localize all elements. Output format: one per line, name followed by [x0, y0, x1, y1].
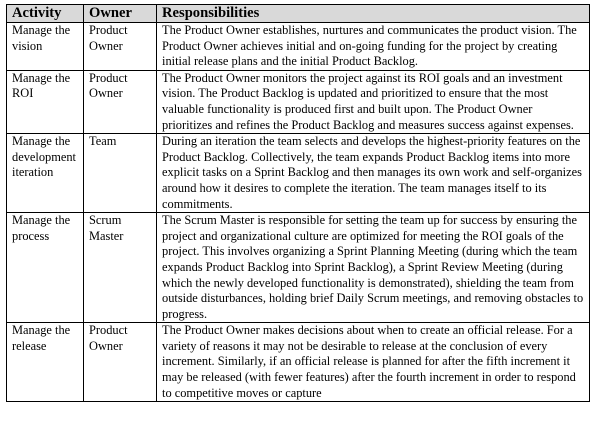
- table-row: [7, 323, 590, 402]
- owner-cell: Team: [84, 134, 157, 213]
- activity-cell: Manage the development iteration: [7, 134, 84, 213]
- responsibilities-cell: The Scrum Master is responsible for setting the team up for success by ensuring the project and organizational culture are optimized for meeting the ROI goals of the project. This involves organizing a Sprint Planning Meeting (during which the team expands Product Backlog into Sprint Backlog), a Sprint Review Meeting (during which the newly developed functionality is demonstrated), shielding the team from outside disturbances, holding brief Daily Scrum meetings, and removing obstacles to progress.: [157, 213, 590, 323]
- activity-cell: Manage the ROI: [7, 70, 84, 133]
- header-responsibilities: Responsibilities: [157, 5, 590, 23]
- header-owner: Owner: [84, 5, 157, 23]
- activity-cell: Manage the process: [7, 213, 84, 323]
- table-header: [7, 5, 590, 23]
- header-activity: Activity: [7, 5, 84, 23]
- table-row: [7, 213, 590, 323]
- responsibilities-cell: During an iteration the team selects and develops the highest-priority features on the Product Backlog. Collectively, the team expands Product Backlog items into more explicit tasks on a Sprint Backlog and then manages its own work and self-organizes around how it desires to complete the iteration. The team manages itself to its commitments.: [157, 134, 590, 213]
- table-row: [7, 134, 590, 213]
- owner-cell: Product Owner: [84, 70, 157, 133]
- table-row: [7, 70, 590, 133]
- owner-cell: Product Owner: [84, 23, 157, 71]
- responsibilities-cell: The Product Owner makes decisions about when to create an official release. For a variety of reasons it may not be desirable to release at the conclusion of every increment. Similarly, if an official release is planned for after the fifth increment it may be released (with fewer features) after the fourth increment in order to respond to competitive moves or capture: [157, 323, 590, 402]
- activity-cell: Manage the vision: [7, 23, 84, 71]
- responsibilities-cell: The Product Owner establishes, nurtures and communicates the product vision. The Product Owner achieves initial and on-going funding for the project by creating initial release plans and the initial Product Backlog.: [157, 23, 590, 71]
- table-row: [7, 23, 590, 71]
- responsibilities-table: [6, 4, 590, 402]
- table-body: [7, 23, 590, 402]
- activity-cell: Manage the release: [7, 323, 84, 402]
- owner-cell: Scrum Master: [84, 213, 157, 323]
- owner-cell: Product Owner: [84, 323, 157, 402]
- responsibilities-cell: The Product Owner monitors the project against its ROI goals and an investment vision. The Product Backlog is updated and prioritized to ensure that the most valuable functionality is produced first and built upon. The Product Owner prioritizes and refines the Product Backlog and measures success against expenses.: [157, 70, 590, 133]
- header-row: [7, 5, 590, 23]
